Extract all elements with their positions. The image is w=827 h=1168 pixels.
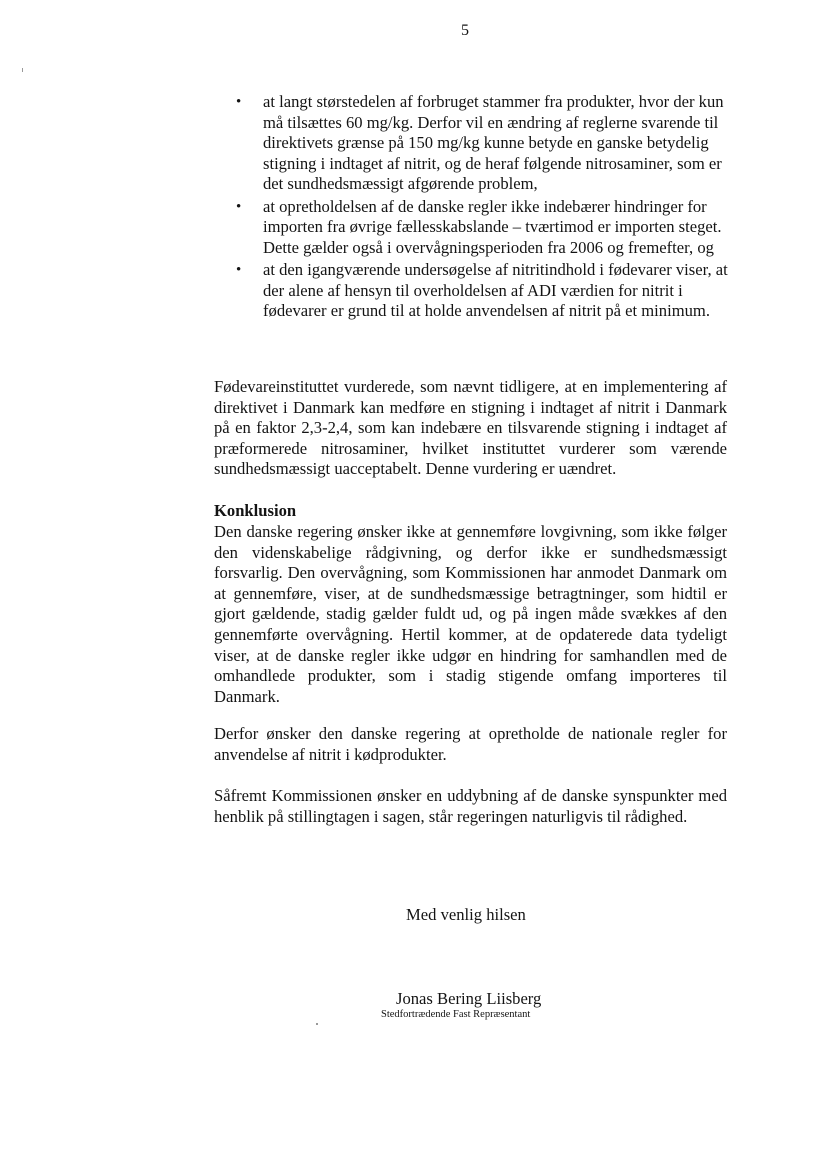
scan-speck (22, 68, 23, 72)
signatory-title: Stedfortrædende Fast Repræsentant (381, 1009, 531, 1020)
scan-speck (316, 1023, 318, 1025)
bullet-icon: • (236, 262, 242, 278)
list-item (236, 260, 728, 322)
conclusion-heading: Konklusion (214, 501, 297, 520)
signatory-name: Jonas Bering Liisberg (396, 989, 542, 1008)
bullet-list (236, 92, 728, 324)
list-item (236, 197, 728, 259)
bullet-text: at den igangværende undersøgelse af nitritindhold i fødevarer viser, at der alene af hensyn til overholdelsen af ADI værdien for nitrit i fødevarer er grund til at holde anvendelsen af nitrit på et minimum. (263, 260, 728, 320)
bullet-icon: • (236, 198, 242, 215)
maintain-paragraph: Derfor ønsker den danske regering at opretholde de nationale regler for anvendelse af nitrit i kødprodukter. (214, 724, 727, 764)
bullet-text: at langt størstedelen af forbruget stammer fra produkter, hvor der kun må tilsættes 60 mg/kg. Derfor vil en ændring af reglerne svarende til direktivets grænse på 150 mg/kg kunne betyde en ganske betydelig stigning i indtaget af nitrit, og de heraf følgende nitrosaminer, som er det sundhedsmæssigt afgørende problem, (263, 92, 724, 193)
bullet-text: at opretholdelsen af de danske regler ikke indebærer hindringer for importen fra øvrige fællesskabslande – tværtimod er importen steget. Dette gælder også i overvågningsperioden fra 2006 og fremefter, og (263, 196, 722, 257)
institute-paragraph: Fødevareinstituttet vurderede, som nævnt tidligere, at en implementering af direktivet i Danmark kan medføre en stigning i indtaget af nitrit i Danmark på en faktor 2,3-2,4, som kan indebære en tilsvarende stigning i indtaget af præformerede nitrosaminer, hvilket instituttet vurderer som værende sundhedsmæssigt uacceptabelt. Denne vurdering er uændret. (214, 377, 727, 479)
conclusion-paragraph: Den danske regering ønsker ikke at gennemføre lovgivning, som ikke følger den videnskabelige rådgivning, og derfor ikke er sundhedsmæssigt forsvarlig. Den overvågning, som Kommissionen har anmodet Danmark om at gennemføre, viser, at de sundhedsmæssige betragtninger, som hidtil er gjort gældende, stadig gælder fuldt ud, og på ingen måde svækkes af den gennemførte overvågning. Hertil kommer, at de opdaterede data tydeligt viser, at de danske regler ikke udgør en hindring for samhandlen med de omhandlede produkter, som i stadig stigende omfang importeres til Danmark. (214, 522, 727, 706)
closing-greeting: Med venlig hilsen (406, 905, 526, 924)
bullet-icon: • (236, 94, 242, 110)
offer-paragraph: Såfremt Kommissionen ønsker en uddybning af de danske synspunkter med henblik på stillingtagen i sagen, står regeringen naturligvis til rådighed. (214, 786, 727, 826)
list-item (236, 92, 728, 195)
page-number: 5 (461, 22, 469, 39)
